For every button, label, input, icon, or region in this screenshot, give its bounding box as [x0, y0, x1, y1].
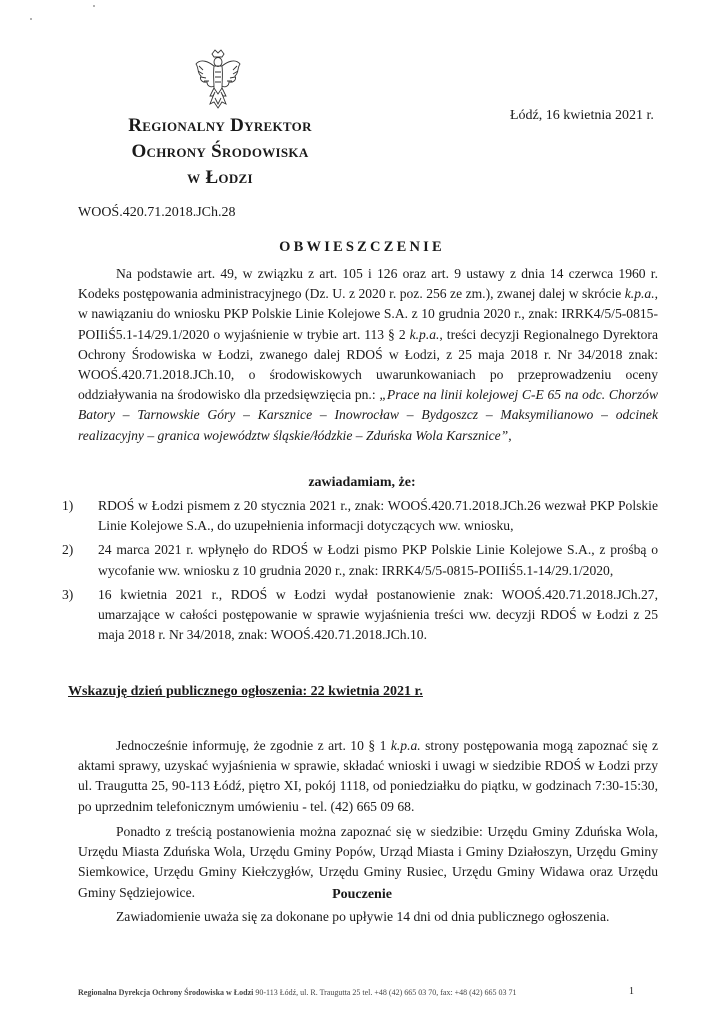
list-item: 1) RDOŚ w Łodzi pismem z 20 stycznia 2021 r., znak: WOOŚ.420.71.2018.JCh.26 wezwał PKP Polskie Linie Kolejowe S.A., do uzupełnienia informacji dotyczących ww. wniosku, [62, 498, 658, 534]
document-title: OBWIESZCZENIE [279, 239, 445, 255]
scan-speck [93, 5, 95, 7]
polish-eagle-emblem-icon [193, 48, 243, 110]
places-paragraph: Ponadto z treścią postanowienia można zapoznać się w siedzibie: Urzędu Gminy Zduńska Wola, Urzędu Miasta Zduńska Wola, Urzędu Gminy Popów, Urząd Miasta i Gminy Działoszyn, Urzędu Gminy Siemkowice, Urzędu Gminy Kiełczygłów, Urzędu Gminy Rusiec, Urzędu Gminy Widawa oraz Urzędu Gminy Sędziejowice. [78, 824, 658, 900]
date-line: Łódź, 16 kwietnia 2021 r. [510, 108, 654, 123]
case-signature: WOOŚ.420.71.2018.JCh.28 [78, 205, 236, 220]
authority-line-1: Regionalny Dyrektor [128, 115, 312, 136]
instruction-heading: Pouczenie [332, 887, 392, 902]
info-paragraph: Jednocześnie informuję, że zgodnie z art. 10 § 1 k.p.a. strony postępowania mogą zapoznać się z aktami sprawy, uzyskać wyjaśnienia w sprawie, składać wnioski i uwagi w siedzibie RDOŚ w Łodzi przy ul. Traugutta 25, 90-113 Łódź, piętro XI, pokój 1118, od poniedziałku do piątku, w godzinach 7:30-15:30, po uprzednim telefonicznym umówieniu - tel. (42) 665 09 68. [78, 738, 659, 814]
list-item: 3) 16 kwietnia 2021 r., RDOŚ w Łodzi wydał postanowienie znak: WOOŚ.420.71.2018.JCh.27, umarzające w całości postępowanie w sprawie wyjaśnienia treści ww. decyzji RDOŚ w Łodzi z 25 maja 2018 r. Nr 34/2018, znak: WOOŚ.420.71.2018.JCh.10. [62, 586, 658, 643]
intro-paragraph: Na podstawie art. 49, w związku z art. 105 i 126 oraz art. 9 ustawy z dnia 14 czerwca 1960 r. Kodeks postępowania administracyjnego (Dz. U. z 2020 r. poz. 256 ze zm.), zwanej dalej w skrócie k.p.a., w nawiązaniu do wniosku PKP Polskie Linie Kolejowe S.A. z 10 grudnia 2020 r., znak: IRRK4/5/5-0815-POIIiŚ5.1-14/29.1/2020 o wyjaśnienie w trybie art. 113 § 2 k.p.a., treści decyzji Regionalnego Dyrektora Ochrony Środowiska w Łodzi, zwanego dalej RDOŚ w Łodzi, z 25 maja 2018 r. Nr 34/2018 znak: WOOŚ.420.71.2018.JCh.10, o środowiskowych uwarunkowaniach po przeprowadzeniu oceny oddziaływania na środowisko dla przedsięwzięcia pn.: „Prace na linii kolejowej C-E 65 na odc. Chorzów Batory – Tarnowskie Góry – Karsznice – Inowrocław – Bydgoszcz – Maksymilianowo – odcinek realizacyjny – granica województw śląskie/łódzkie – Zduńska Wola Karsznice”, [78, 266, 659, 443]
page-footer: Regionalna Dyrekcja Ochrony Środowiska w Łodzi 90-113 Łódź, ul. R. Traugutta 25 tel. +48 (42) 665 03 70, fax: +48 (42) 665 03 71 [78, 988, 517, 997]
list-item: 2) 24 marca 2021 r. wpłynęło do RDOŚ w Łodzi pismo PKP Polskie Linie Kolejowe S.A., z prośbą o wycofanie ww. wniosku z 10 grudnia 2020 r., znak: IRRK4/5/5-0815-POIIiŚ5.1-14/29.1/2020, [62, 542, 658, 578]
page-number: 1 [629, 986, 634, 997]
authority-line-2: Ochrony Środowiska [131, 141, 309, 162]
notice-heading: zawiadamiam, że: [308, 475, 416, 490]
notice-list [62, 496, 658, 649]
instruction-paragraph: Zawiadomienie uważa się za dokonane po upływie 14 dni od dnia publicznego ogłoszenia. [116, 909, 610, 924]
publication-date-notice: Wskazuję dzień publicznego ogłoszenia: 22 kwietnia 2021 r. [68, 684, 423, 699]
authority-line-3: w Łodzi [187, 167, 253, 188]
scan-speck [30, 18, 32, 20]
